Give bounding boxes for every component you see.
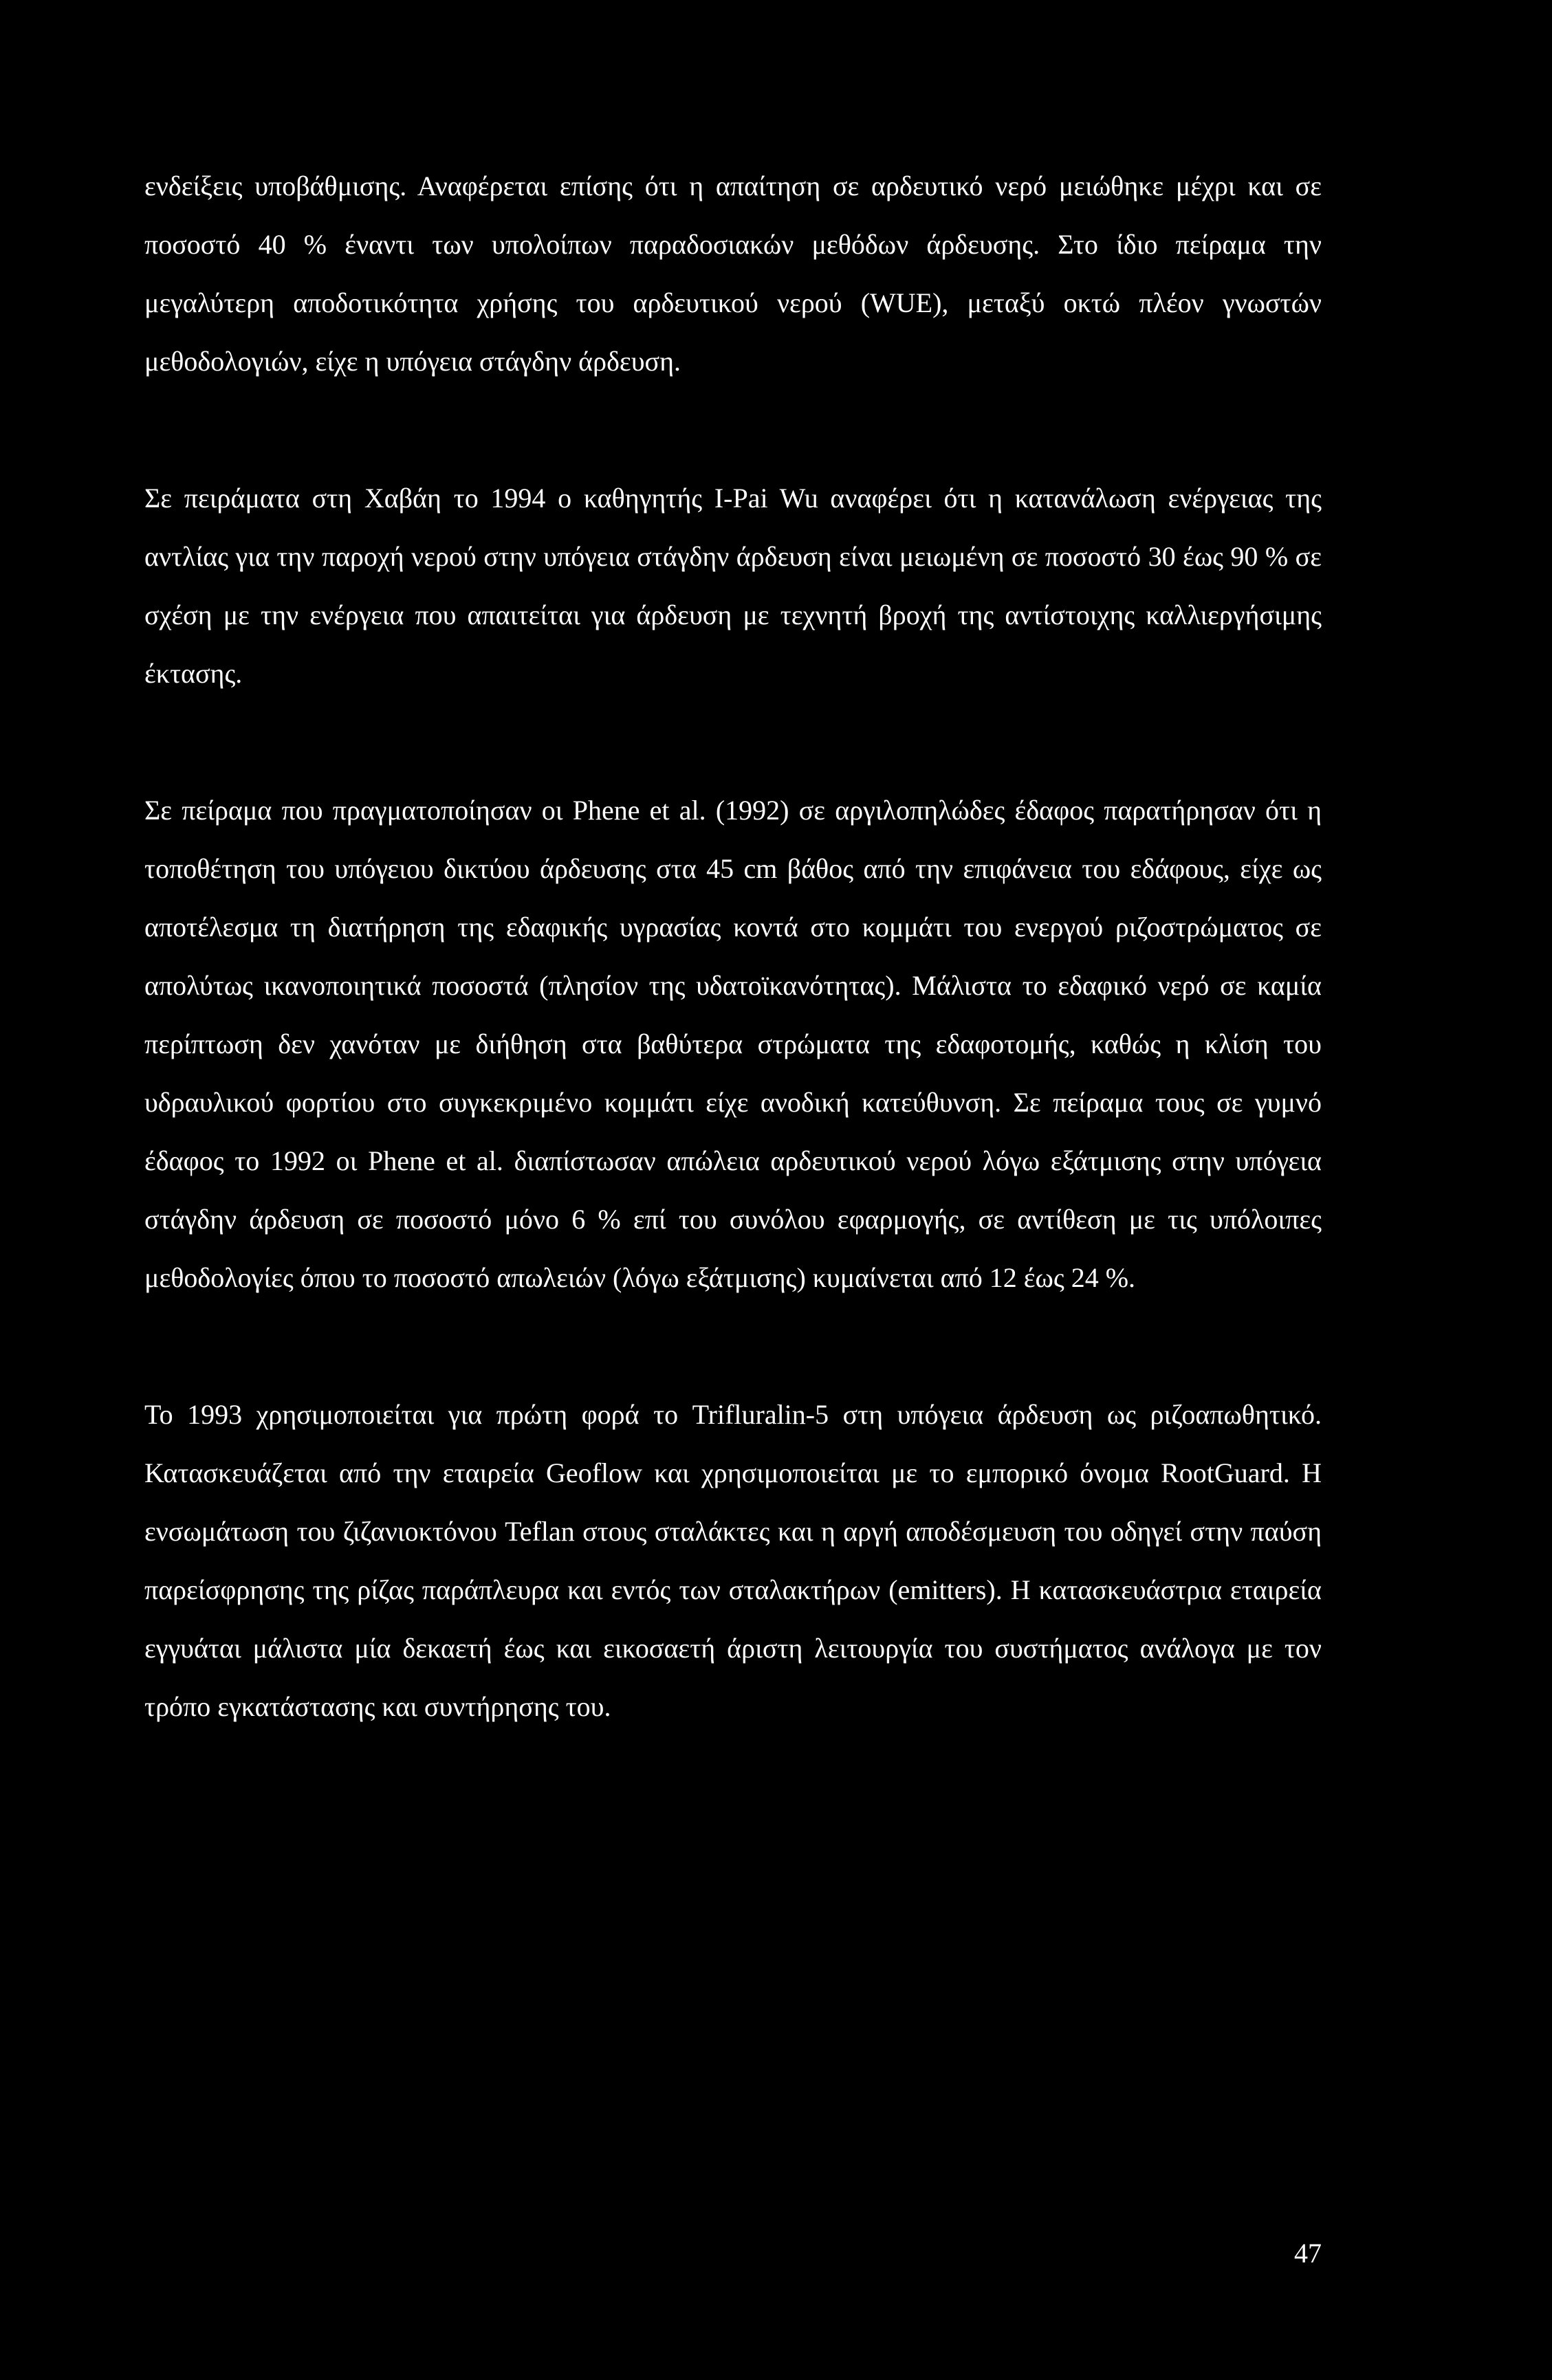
paragraph-3: Σε πείραμα που πραγματοποίησαν οι Phene et al. (1992) σε αργιλοπηλώδες έδαφος παρατήρησαν ότι η τοποθέτηση του υπόγειου δικτύου άρδευσης στα 45 cm βάθος από την επιφάνεια του εδάφους, είχε ως αποτέλεσμα τη διατήρηση της εδαφικής υγρασίας κοντά στο κομμάτι του ενεργού ριζοστρώματος σε απολύτως ικανοποιητικά ποσοστά (πλησίον της υδατοϊκανότητας). Μάλιστα το εδαφικό νερό σε καμία περίπτωση δεν χανόταν με διήθηση στα βαθύτερα στρώματα της εδαφοτομής, καθώς η κλίση του υδραυλικού φορτίου στο συγκεκριμένο κομμάτι είχε ανοδική κατεύθυνση. Σε πείραμα τους σε γυμνό έδαφος το 1992 οι Phene et al. διαπίστωσαν απώλεια αρδευτικού νερού λόγω εξάτμισης στην υπόγεια στάγδην άρδευση σε ποσοστό μόνο 6 % επί του συνόλου εφαρμογής, σε αντίθεση με τις υπόλοιπες μεθοδολογίες όπου το ποσοστό απωλειών (λόγω εξάτμισης) κυμαίνεται από 12 έως 24 %. [144, 795, 1322, 1293]
paragraph-1: ενδείξεις υποβάθμισης. Αναφέρεται επίσης ότι η απαίτηση σε αρδευτικό νερό μειώθηκε μέχρι και σε ποσοστό 40 % έναντι των υπολοίπων παραδοσιακών μεθόδων άρδευσης. Στο ίδιο πείραμα την μεγαλύτερη αποδοτικότητα χρήσης του αρδευτικού νερού (WUE), μεταξύ οκτώ πλέον γνωστών μεθοδολογιών, είχε η υπόγεια στάγδην άρδευση. [144, 170, 1322, 377]
paragraph-4: Το 1993 χρησιμοποιείται για πρώτη φορά το Trifluralin-5 στη υπόγεια άρδευση ως ριζοαπωθητικό. Κατασκευάζεται από την εταιρεία Geoflow και χρησιμοποιείται με το εμπορικό όνομα RootGuard. Η ενσωμάτωση του ζιζανιοκτόνου Teflan στους σταλάκτες και η αργή αποδέσμευση του οδηγεί στην παύση παρείσφρησης της ρίζας παράπλευρα και εντός των σταλακτήρων (emitters). Η κατασκευάστρια εταιρεία εγγυάται μάλιστα μία δεκαετή έως και εικοσαετή άριστη λειτουργία του συστήματος ανάλογα με τον τρόπο εγκατάστασης και συντήρησης του. [144, 1399, 1322, 1722]
paragraph-2: Σε πειράματα στη Χαβάη το 1994 ο καθηγητής I-Pai Wu αναφέρει ότι η κατανάλωση ενέργειας της αντλίας για την παροχή νερού στην υπόγεια στάγδην άρδευση είναι μειωμένη σε ποσοστό 30 έως 90 % σε σχέση με την ενέργεια που απαιτείται για άρδευση με τεχνητή βροχή της αντίστοιχης καλλιεργήσιμης έκτασης. [144, 483, 1322, 689]
page-body [144, 157, 1322, 1736]
page-number: 47 [1294, 2238, 1322, 2269]
